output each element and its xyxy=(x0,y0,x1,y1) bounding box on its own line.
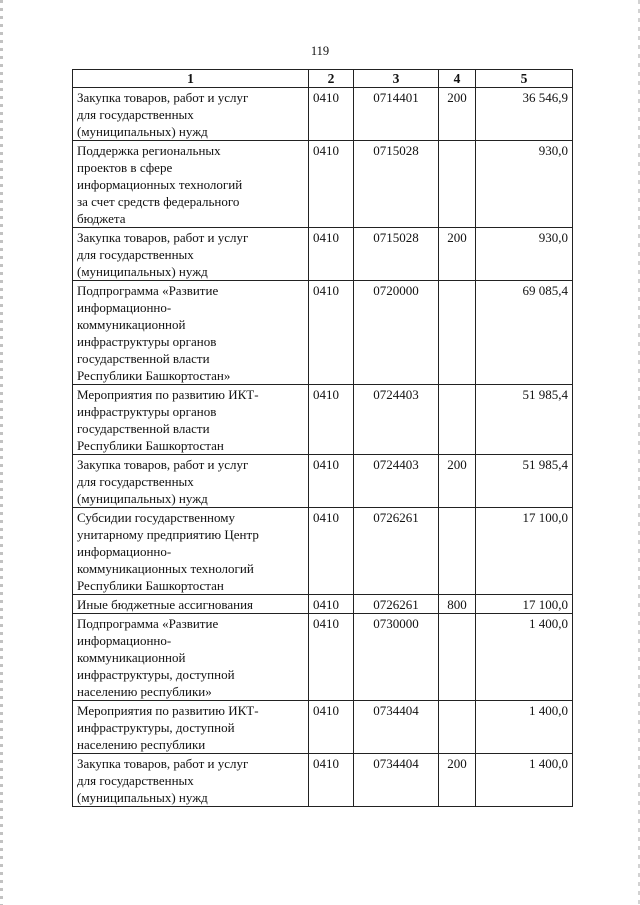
row-section: 0410 xyxy=(309,508,354,595)
row-name-line: для государственных xyxy=(77,247,194,262)
row-name-line: государственной власти xyxy=(77,351,210,366)
row-name-line: информационно- xyxy=(77,633,172,648)
row-target-code: 0715028 xyxy=(354,228,439,281)
row-name-line: (муниципальных) нужд xyxy=(77,264,208,279)
row-name-line: коммуникационной xyxy=(77,650,186,665)
table-row xyxy=(73,701,573,754)
row-target-code: 0715028 xyxy=(354,141,439,228)
row-name-line: инфраструктуры, доступной xyxy=(77,667,235,682)
row-amount: 17 100,0 xyxy=(476,595,573,614)
table-row xyxy=(73,508,573,595)
row-name-line: проектов в сфере xyxy=(77,160,173,175)
table-row xyxy=(73,281,573,385)
row-name-line: Субсидии государственному xyxy=(77,510,235,525)
header-col-4: 4 xyxy=(439,70,476,88)
table-body xyxy=(73,88,573,807)
row-name-line: населению республики xyxy=(77,737,206,752)
row-expense-type: 200 xyxy=(439,88,476,141)
row-target-code: 0734404 xyxy=(354,754,439,807)
row-expense-type: 200 xyxy=(439,754,476,807)
row-name xyxy=(73,141,309,228)
row-section: 0410 xyxy=(309,228,354,281)
table-row xyxy=(73,455,573,508)
row-name-line: Подпрограмма «Развитие xyxy=(77,283,219,298)
row-section: 0410 xyxy=(309,614,354,701)
row-target-code: 0734404 xyxy=(354,701,439,754)
row-name xyxy=(73,228,309,281)
row-name-line: Мероприятия по развитию ИКТ- xyxy=(77,387,259,402)
row-name-line: Поддержка региональных xyxy=(77,143,221,158)
row-name-line: информационно- xyxy=(77,300,172,315)
row-name-line: Республики Башкортостан» xyxy=(77,368,231,383)
row-name xyxy=(73,754,309,807)
row-name-line: для государственных xyxy=(77,773,194,788)
header-row xyxy=(73,70,573,88)
table-row xyxy=(73,754,573,807)
row-name-line: инфраструктуры органов xyxy=(77,404,217,419)
row-amount: 17 100,0 xyxy=(476,508,573,595)
row-name-line: Республики Башкортостан xyxy=(77,578,224,593)
row-section: 0410 xyxy=(309,754,354,807)
row-expense-type xyxy=(439,385,476,455)
row-name-line: государственной власти xyxy=(77,421,210,436)
row-amount: 69 085,4 xyxy=(476,281,573,385)
row-name-line: информационно- xyxy=(77,544,172,559)
row-section: 0410 xyxy=(309,701,354,754)
row-name xyxy=(73,88,309,141)
row-amount: 930,0 xyxy=(476,228,573,281)
row-name xyxy=(73,701,309,754)
row-name-line: для государственных xyxy=(77,474,194,489)
scan-edge-left xyxy=(0,0,3,905)
table-row xyxy=(73,614,573,701)
row-section: 0410 xyxy=(309,385,354,455)
row-expense-type: 800 xyxy=(439,595,476,614)
table-row xyxy=(73,595,573,614)
row-name-line: инфраструктуры, доступной xyxy=(77,720,235,735)
row-section: 0410 xyxy=(309,88,354,141)
row-name-line: (муниципальных) нужд xyxy=(77,491,208,506)
row-name xyxy=(73,614,309,701)
row-target-code: 0720000 xyxy=(354,281,439,385)
row-amount: 36 546,9 xyxy=(476,88,573,141)
row-expense-type xyxy=(439,508,476,595)
header-col-3: 3 xyxy=(354,70,439,88)
header-col-2: 2 xyxy=(309,70,354,88)
row-name-line: инфраструктуры органов xyxy=(77,334,217,349)
row-expense-type xyxy=(439,141,476,228)
row-target-code: 0726261 xyxy=(354,508,439,595)
row-section: 0410 xyxy=(309,281,354,385)
row-target-code: 0724403 xyxy=(354,385,439,455)
row-name xyxy=(73,281,309,385)
row-name-line: информационных технологий xyxy=(77,177,243,192)
page-number: 119 xyxy=(310,44,330,58)
row-expense-type: 200 xyxy=(439,228,476,281)
row-name xyxy=(73,385,309,455)
row-expense-type xyxy=(439,701,476,754)
budget-table xyxy=(72,69,573,807)
row-name-line: (муниципальных) нужд xyxy=(77,790,208,805)
row-target-code: 0724403 xyxy=(354,455,439,508)
row-section: 0410 xyxy=(309,595,354,614)
row-expense-type xyxy=(439,281,476,385)
row-amount: 1 400,0 xyxy=(476,754,573,807)
row-name-line: за счет средств федерального xyxy=(77,194,240,209)
row-name-line: населению республики» xyxy=(77,684,212,699)
row-amount: 930,0 xyxy=(476,141,573,228)
row-name xyxy=(73,508,309,595)
row-name-line: Закупка товаров, работ и услуг xyxy=(77,230,249,245)
row-name-line: Республики Башкортостан xyxy=(77,438,224,453)
row-name-line: коммуникационной xyxy=(77,317,186,332)
row-expense-type xyxy=(439,614,476,701)
row-name-line: Иные бюджетные ассигнования xyxy=(77,597,254,612)
row-name-line: Закупка товаров, работ и услуг xyxy=(77,90,249,105)
row-name-line: бюджета xyxy=(77,211,126,226)
row-amount: 1 400,0 xyxy=(476,614,573,701)
row-section: 0410 xyxy=(309,141,354,228)
row-amount: 51 985,4 xyxy=(476,455,573,508)
row-section: 0410 xyxy=(309,455,354,508)
row-name-line: Закупка товаров, работ и услуг xyxy=(77,457,249,472)
row-name xyxy=(73,595,309,614)
row-target-code: 0726261 xyxy=(354,595,439,614)
row-name-line: унитарному предприятию Центр xyxy=(77,527,259,542)
header-col-1: 1 xyxy=(73,70,309,88)
table-row xyxy=(73,228,573,281)
row-name-line: (муниципальных) нужд xyxy=(77,124,208,139)
row-target-code: 0730000 xyxy=(354,614,439,701)
row-target-code: 0714401 xyxy=(354,88,439,141)
table-row xyxy=(73,141,573,228)
row-name-line: для государственных xyxy=(77,107,194,122)
header-col-5: 5 xyxy=(476,70,573,88)
row-amount: 1 400,0 xyxy=(476,701,573,754)
row-name xyxy=(73,455,309,508)
row-name-line: Мероприятия по развитию ИКТ- xyxy=(77,703,259,718)
row-name-line: Подпрограмма «Развитие xyxy=(77,616,219,631)
table-row xyxy=(73,385,573,455)
row-expense-type: 200 xyxy=(439,455,476,508)
row-name-line: Закупка товаров, работ и услуг xyxy=(77,756,249,771)
table-row xyxy=(73,88,573,141)
row-name-line: коммуникационных технологий xyxy=(77,561,254,576)
row-amount: 51 985,4 xyxy=(476,385,573,455)
